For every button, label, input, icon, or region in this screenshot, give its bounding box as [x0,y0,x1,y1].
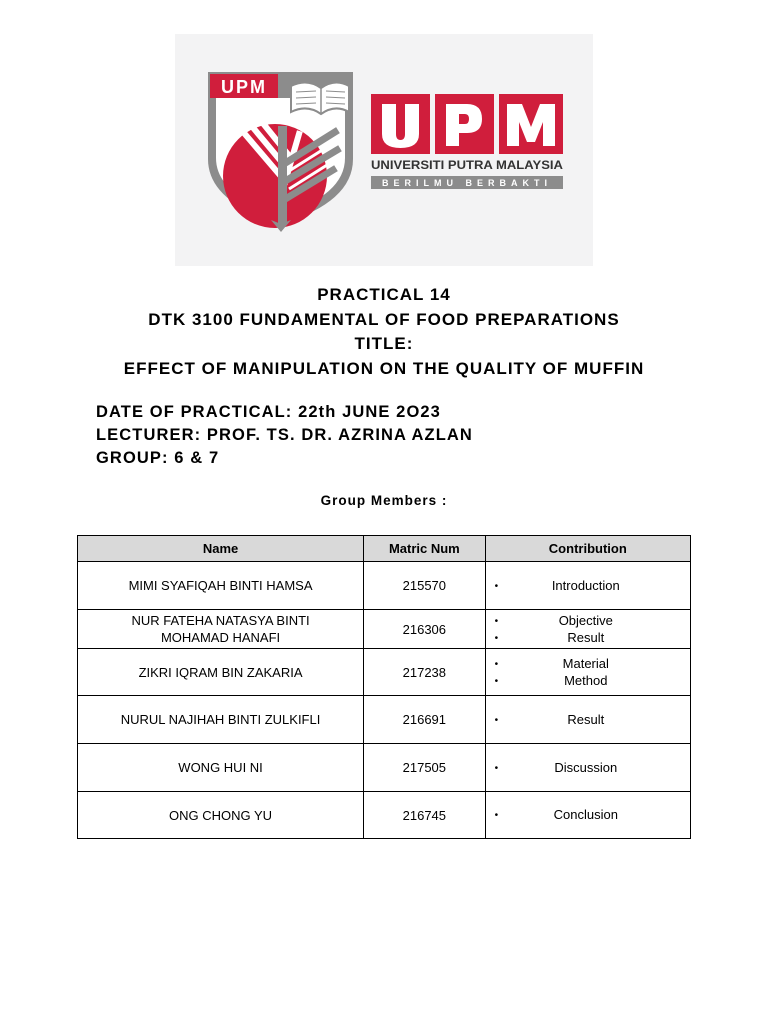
member-contribution [485,562,690,610]
table-row [78,792,691,839]
contribution-item: • Result [486,629,690,647]
member-matric: 216306 [364,610,485,649]
member-contribution [485,744,690,792]
table-row [78,610,691,649]
group-members-heading: Group Members : [320,493,448,508]
bullet-icon: • [494,615,499,627]
table-row [78,649,691,696]
member-matric: 216691 [364,696,485,744]
bullet-icon: • [494,762,499,774]
report-title-block [0,283,768,381]
member-name: MIMI SYAFIQAH BINTI HAMSA [78,562,364,610]
member-contribution [485,649,690,696]
header-matric: Matric Num [364,536,485,562]
header-name: Name [78,536,364,562]
bullet-icon: • [494,714,499,726]
bullet-icon: • [494,580,499,592]
member-name: ZIKRI IQRAM BIN ZAKARIA [78,649,364,696]
table-header-row [78,536,691,562]
table-row [78,696,691,744]
bullet-icon: • [494,633,499,644]
group-members-table [77,535,691,839]
table-row [78,562,691,610]
contribution-item: • Result [486,711,690,729]
contribution-item: • Introduction [486,577,690,595]
member-name: NUR FATEHA NATASYA BINTI MOHAMAD HANAFI [78,610,364,649]
university-name: UNIVERSITI PUTRA MALAYSIA [371,159,564,172]
practical-info [96,401,473,470]
practical-date: DATE OF PRACTICAL: 22th JUNE 2O23 [96,403,441,421]
member-matric: 217238 [364,649,485,696]
header-contribution: Contribution [485,536,690,562]
table-row [78,744,691,792]
contribution-item: • Material [486,655,690,673]
member-name: WONG HUI NI [78,744,364,792]
member-matric: 217505 [364,744,485,792]
member-matric: 216745 [364,792,485,839]
contribution-item: • Method [486,672,690,690]
contribution-item: • Objective [486,612,690,630]
group-number: GROUP: 6 & 7 [96,449,220,467]
emblem-text: UPM [221,77,267,97]
title-label: TITLE: [354,334,414,353]
bullet-icon: • [494,810,499,822]
member-name: ONG CHONG YU [78,792,364,839]
upm-logo-graphic [175,34,593,266]
practical-number: PRACTICAL 14 [317,285,451,304]
motto: BERILMU BERBAKTI [382,178,552,188]
bullet-icon: • [494,658,499,670]
lecturer-name: LECTURER: PROF. TS. DR. AZRINA AZLAN [96,426,473,444]
contribution-item: • Conclusion [486,806,690,824]
upm-logo [175,34,593,266]
bullet-icon: • [494,676,499,687]
member-matric: 215570 [364,562,485,610]
course-title: DTK 3100 FUNDAMENTAL OF FOOD PREPARATIONS [148,309,620,329]
experiment-title: EFFECT OF MANIPULATION ON THE QUALITY OF MUFFIN [123,358,645,378]
member-contribution [485,610,690,649]
member-contribution [485,696,690,744]
member-name: NURUL NAJIHAH BINTI ZULKIFLI [78,696,364,744]
contribution-item: • Discussion [486,759,690,777]
member-contribution [485,792,690,839]
upm-wordmark [371,94,563,154]
